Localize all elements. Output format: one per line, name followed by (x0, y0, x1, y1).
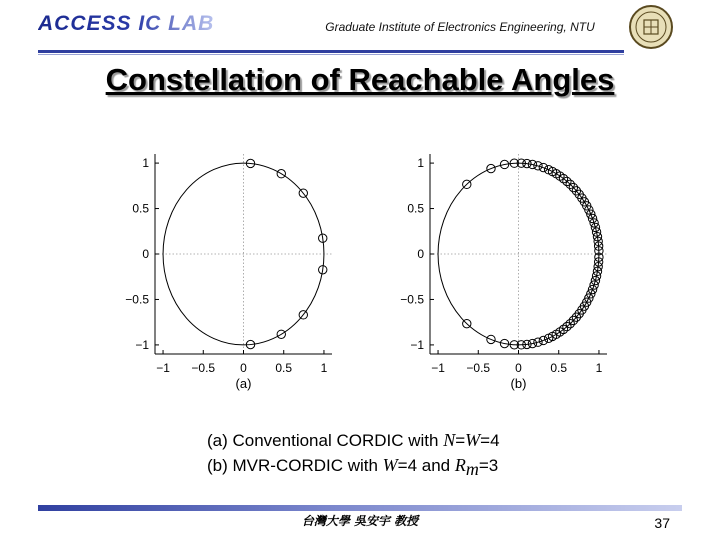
caption-b-mid: =4 and (397, 456, 455, 475)
x-tick-label: −1 (431, 361, 445, 375)
y-tick-label: 1 (417, 156, 424, 171)
x-tick-label: 0 (240, 361, 247, 375)
x-tick-label: −0.5 (466, 361, 491, 375)
y-tick-label: −0.5 (125, 292, 149, 307)
caption-b-sub-m: m (465, 459, 479, 480)
header-rule (38, 50, 624, 53)
footer-text: 台灣大學 吳安宇 教授 (301, 514, 419, 528)
y-tick-label: −1 (135, 337, 149, 352)
caption-a-suffix: =4 (480, 431, 500, 450)
institute-name: Graduate Institute of Electronics Engineering, NTU (325, 20, 595, 34)
panel-sublabel: (a) (235, 376, 252, 391)
slide-title: Constellation of Reachable Angles (105, 62, 615, 97)
caption-line-a (207, 428, 500, 453)
university-seal-icon (628, 4, 674, 50)
caption-b-suffix: =3 (478, 456, 499, 475)
y-tick-label: 0 (417, 247, 424, 261)
y-tick-label: 0.5 (132, 201, 149, 216)
x-tick-label: −0.5 (191, 361, 216, 375)
footer-rule (38, 505, 682, 511)
caption-line-b (207, 453, 500, 485)
x-tick-label: 1 (320, 361, 328, 375)
constellation-plots (100, 140, 640, 400)
chart-panel-a (125, 154, 332, 391)
y-tick-label: 0 (142, 247, 149, 261)
caption-a-prefix: (a) Conventional CORDIC with (207, 431, 444, 450)
y-tick-label: −0.5 (400, 292, 424, 307)
header (0, 0, 720, 50)
y-tick-label: 1 (142, 156, 149, 171)
caption-b-var-w: W (382, 455, 398, 475)
caption-b-prefix: (b) MVR-CORDIC with (207, 456, 383, 475)
chart-panel-b (400, 154, 607, 391)
x-tick-label: 1 (595, 361, 603, 375)
header-rule-thin (38, 54, 624, 55)
caption-a-var-n: N (443, 430, 456, 450)
lab-name: ACCESS IC LAB (38, 12, 215, 35)
caption-b-var-r: R (454, 455, 466, 475)
x-tick-label: 0.5 (275, 361, 293, 375)
caption-a-var-w: W (465, 430, 481, 450)
caption-a-eq: = (455, 431, 466, 450)
x-tick-label: 0.5 (550, 361, 568, 375)
figure-caption (207, 428, 500, 485)
x-tick-label: 0 (515, 361, 522, 375)
y-tick-label: −1 (410, 337, 424, 352)
x-tick-label: −1 (156, 361, 170, 375)
y-tick-label: 0.5 (407, 201, 424, 216)
page-number: 37 (654, 515, 670, 531)
panel-sublabel: (b) (510, 376, 527, 391)
